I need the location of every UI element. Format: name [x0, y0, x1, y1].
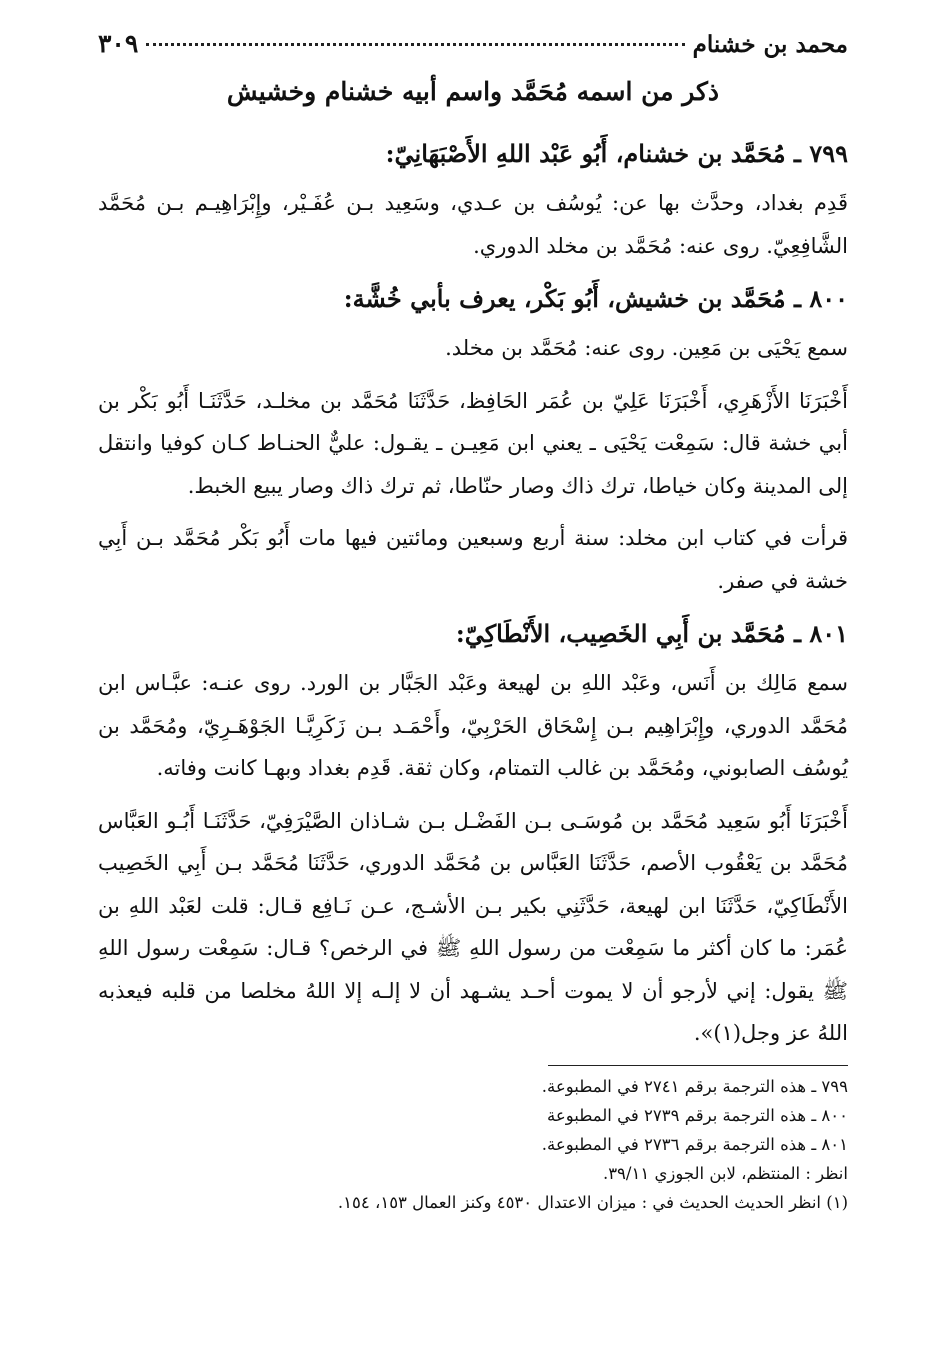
entry-heading: ٧٩٩ ـ مُحَمَّد بن خشنام، أَبُو عَبْد اللهِ الأَصْبَهَانِيّ:: [385, 139, 848, 168]
entry-paragraph: قرأت في كتاب ابن مخلد: سنة أربع وسبعين ومائتين فيها مات أَبُو بَكْر مُحَمَّد بـن أَبِي خشة في صفر.: [98, 526, 848, 593]
entry-paragraph: سمع مَالِك بن أَنَس، وعَبْد اللهِ بن لهيعة وعَبْد الجَبَّار بن الورد. روى عنـه: عبَّـاس ابن مُحَمَّد الدوري، وإِبْرَاهِيم بـن إِسْحَاق الحَرْبِيّ، وأَحْمَـد بـن زَكَرِيَّـا الجَوْهَـرِيّ، ومُحَمَّد بن يُوسُف الصابوني، ومُحَمَّد بن غالب التمتام، وكان ثقة. قَدِم بغداد وبهـا كانت وفاته.: [98, 671, 848, 780]
chapter-title: ذكر من اسمه مُحَمَّد واسم أبيه خشنام وخشيش: [226, 77, 720, 106]
footnote: ٨٠٠ ـ هذه الترجمة برقم ٢٧٣٩ في المطبوعة: [547, 1105, 848, 1125]
entry-heading: ٨٠١ ـ مُحَمَّد بن أَبِي الخَصِيب، الأَنْطَاكِيّ:: [455, 619, 848, 648]
footnote: انظر : المنتظم، لابن الجوزي ٣٩/١١.: [602, 1163, 848, 1183]
page-number: ٣٠٩: [98, 29, 139, 58]
running-header-title: محمد بن خشنام: [692, 31, 848, 58]
entry-800: [98, 277, 848, 602]
entry-801: [98, 612, 848, 1055]
entry-paragraph: قَدِم بغداد، وحدَّث بها عن: يُوسُف بن عـدي، وسَعِيد بـن عُفَـيْر، وإِبْرَاهِيـم بـن مُحَمَّد الشَّافِعِيّ. روى عنه: مُحَمَّد بن مخلد الدوري.: [98, 191, 848, 258]
entry-paragraph: أَخْبَرَنَا أَبُو سَعِيد مُحَمَّد بن مُوسَـى بـن الفَضْـل بـن شـاذان الصَّيْرَفِيّ، حَدَّثَنَـا أَبُـو العَبَّاس مُحَمَّد بن يَعْقُوب الأصم، حَدَّثَنَا العَبَّاس بن مُحَمَّد الدوري، حَدَّثَنَا مُحَمَّد بـن أَبِي الخَصِيب الأَنْطَاكِيّ، حَدَّثَنَا ابن لهيعة، حَدَّثَنِي بكير بـن الأشـج، عـن نَـافِع قـال: قلت لعَبْد اللهِ بن عُمَر: ما كان أكثر ما سَمِعْت من رسول اللهِ ﷺ في الرخص؟ قـال: سَمِعْت رسول اللهِ ﷺ يقول: إني لأرجو أن لا يموت أحـد يشـهد أن لا إلـه إلا اللهُ مخلصا من قلبه فيعذبه اللهُ عز وجل(١)».: [98, 808, 848, 1045]
running-header: [98, 24, 848, 64]
footnote-divider: [548, 1065, 848, 1066]
footnote: ٧٩٩ ـ هذه الترجمة برقم ٢٧٤١ في المطبوعة.: [541, 1076, 848, 1096]
footnotes: [98, 1072, 848, 1217]
footnote: ٨٠١ ـ هذه الترجمة برقم ٢٧٣٦ في المطبوعة.: [541, 1134, 848, 1154]
footnote: (١) انظر الحديث الحديث في : ميزان الاعتدال ٤٥٣٠ وكنز العمال ١٥٣، ١٥٤.: [337, 1192, 848, 1212]
entry-799: [98, 132, 848, 267]
entry-paragraph: سمع يَحْيَى بن مَعِين. روى عنه: مُحَمَّد بن مخلد.: [445, 336, 848, 360]
dotted-leader: [146, 43, 684, 46]
entry-heading: ٨٠٠ ـ مُحَمَّد بن خشيش، أَبُو بَكْر، يعرف بأبي خُشَّة:: [343, 284, 848, 313]
entry-paragraph: أَخْبَرَنَا الأَزْهَرِي، أَخْبَرَنَا عَلِيّ بن عُمَر الحَافِظ، حَدَّثَنَا مُحَمَّد بن مخلـد، حَدَّثَنَـا أَبُو بَكْر بن أبي خشة قال: سَمِعْت يَحْيَى ـ يعني ابن مَعِيـن ـ يقـول: عليٌّ الحنـاط كـان كوفيا وانتقل إلى المدينة وكان خياطا، ترك ذاك وصار حنّاطا، ثم ترك ذاك وصار يبيع الخبط.: [98, 388, 848, 498]
